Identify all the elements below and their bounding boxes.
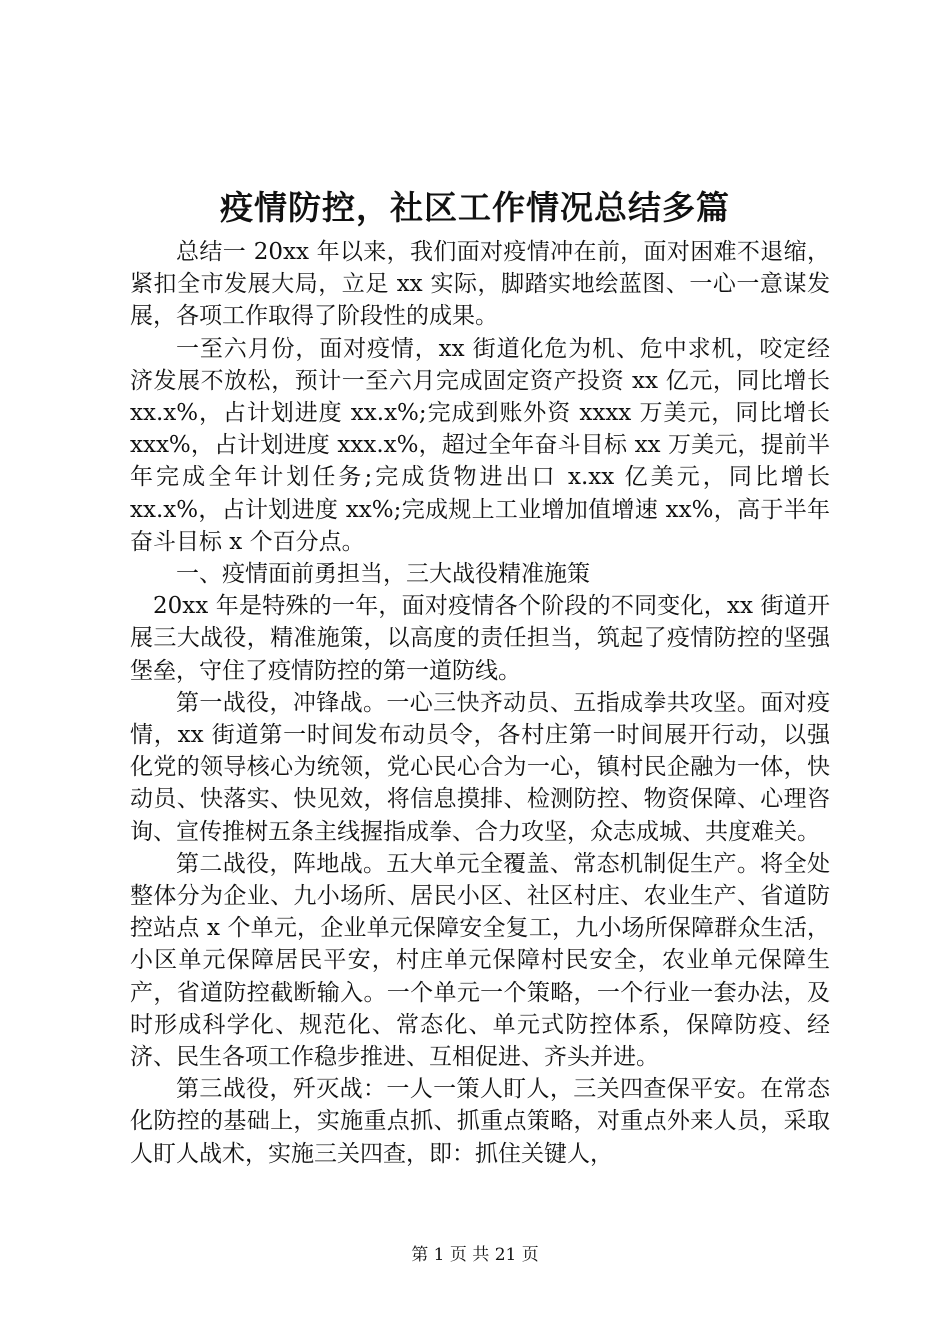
- paragraph-second-battle: 第二战役，阵地战。五大单元全覆盖、常态机制促生产。将全处整体分为企业、九小场所、居民小区、社区村庄、农业生产、省道防控站点 x 个单元，企业单元保障安全复工，九小场所保障群众生活，小区单元保障居民平安，村庄单元保障村民安全，农业单元保障生产，省道防控截断输入。一个单元一个策略，一个行业一套办法，及时形成科学化、规范化、常态化、单元式防控体系，保障防疫、经济、民生各项工作稳步推进、互相促进、齐头并进。: [130, 850, 830, 1071]
- paragraph-third-battle: 第三战役，歼灭战：一人一策人盯人，三关四查保平安。在常态化防控的基础上，实施重点抓、抓重点策略，对重点外来人员，采取人盯人战术，实施三关四查，即：抓住关键人，: [130, 1076, 830, 1167]
- paragraph-economic-data: 一至六月份，面对疫情，xx 街道化危为机、危中求机，咬定经济发展不放松，预计一至六月完成固定资产投资 xx 亿元，同比增长 xx.x%，占计划进度 xx.x%;完成到账外资 xxxx 万美元，同比增长 xxx%，占计划进度 xxx.x%，超过全年奋斗目标 xx 万美元，提前半年完成全年计划任务;完成货物进出口 x.xx 亿美元，同比增长 xx.x%，占计划进度 xx%;完成规上工业增加值增速 xx%，高于半年奋斗目标 x 个百分点。: [130, 335, 830, 555]
- paragraph-first-battle: 第一战役，冲锋战。一心三快齐动员、五指成拳共攻坚。面对疫情，xx 街道第一时间发布动员令，各村庄第一时间展开行动，以强化党的领导核心为统领，党心民心合为一心，镇村民企融为一体，快动员、快落实、快见效，将信息摸排、检测防控、物资保障、心理咨询、宣传推树五条主线握指成拳、合力攻坚，众志成城、共度难关。: [130, 689, 830, 845]
- document-body: [130, 236, 830, 1170]
- document-title: 疫情防控，社区工作情况总结多篇: [220, 188, 730, 227]
- paragraph-special-year: 20xx 年是特殊的一年，面对疫情各个阶段的不同变化，xx 街道开展三大战役，精准施策，以高度的责任担当，筑起了疫情防控的坚强堡垒，守住了疫情防控的第一道防线。: [130, 593, 830, 684]
- page-footer: 第 1 页 共 21 页: [411, 1245, 539, 1265]
- section-heading-1: 一、疫情面前勇担当，三大战役精准施策: [176, 561, 590, 588]
- paragraph-summary-intro: 总结一 20xx 年以来，我们面对疫情冲在前，面对困难不退缩，紧扣全市发展大局，立足 xx 实际，脚踏实地绘蓝图、一心一意谋发展，各项工作取得了阶段性的成果。: [130, 239, 830, 330]
